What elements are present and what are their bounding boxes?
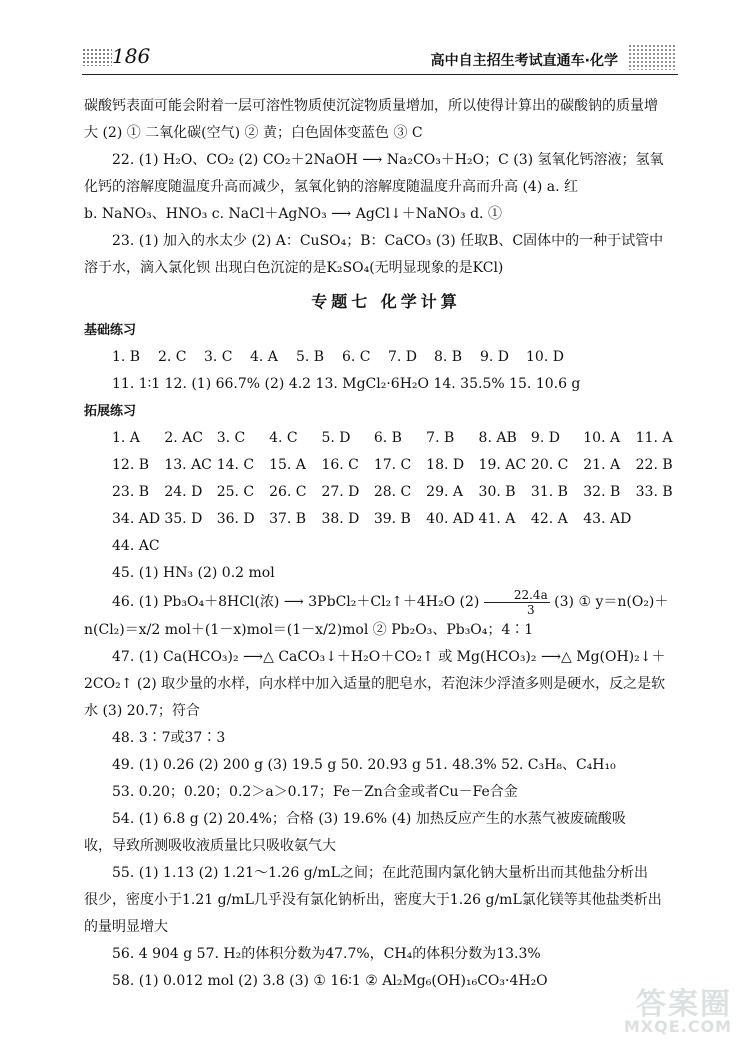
answer-item: 6. B [373,430,402,446]
answer-item: 8. AB [478,430,517,446]
fraction [484,588,550,617]
answer-item: 23. B [112,484,150,500]
text-line: 碳酸钙表面可能会附着一层可溶性物质使沉淀物质量增加，所以使得计算出的碳酸钠的质量增 [84,98,658,114]
book-title: 高中自主招生考试直通车·化学 [430,53,618,69]
answer-item: 7. D [388,349,418,365]
answer-item: 34. AD [112,511,161,527]
answer-item: 8. B [434,349,463,365]
answer-55-line2: 很少，密度小于1.21 g/mL几乎没有氯化钠析出，密度大于1.26 g/mL氯化镁等其他盐类析出 [84,892,662,908]
answer-22-line3: b. NaNO₃、HNO₃ c. NaCl＋AgNO₃ ⟶ AgCl↓＋NaNO₃ d. ① [84,206,502,222]
answer-item: 32. B [583,484,621,500]
basic-answer-row [84,344,572,371]
answer-item: 28. C [373,484,412,500]
page-number: 186 [112,44,151,68]
page-header [0,0,750,80]
answer-item: 19. AC [478,457,527,473]
extended-answer-grid [84,425,688,560]
answer-item: 4. A [250,349,278,365]
answer-item: 30. B [478,484,516,500]
answer-46-line1 [84,587,688,617]
answer-23-line1: 23. (1) 加入的水太少 (2) A：CuSO₄；B：CaCO₃ (3) 任取B、C固体中的一种于试管中 [112,233,664,249]
basic-practice-label: 基础练习 [84,323,137,338]
answer-item: 22. B [635,457,673,473]
answer-22-line2: 化钙的溶解度随温度升高而减少，氢氧化钠的溶解度随温度升高而升高 (4) a. 红 [84,179,578,195]
answer-item: 26. C [269,484,307,500]
answer-47-line2: 2CO₂↑ (2) 取少量的水样，向水样中加入适量的肥皂水，若泡沫少浮渣多则是硬水，反之是软 [84,676,666,692]
answer-23-line2: 溶于水，滴入氯化钡 出现白色沉淀的是K₂SO₄(无明显现象的是KCl) [84,260,504,276]
answer-item: 27. D [321,484,360,500]
answer-item: 9. D [480,349,510,365]
basic-answer-row-2: 11. 1∶1 12. (1) 66.7% (2) 4.2 13. MgCl₂·6H₂O 14. 35.5% 15. 10.6 g [112,376,581,392]
answer-47-line1: 47. (1) Ca(HCO₃)₂ ⟶△ CaCO₃↓＋H₂O＋CO₂↑ 或 Mg(HCO₃)₂ ⟶△ Mg(OH)₂↓＋ [112,649,666,665]
answer-item: 39. B [373,511,411,527]
answer-item: 1. A [112,430,140,446]
answer-55-line3: 的量明显增大 [84,919,168,935]
header-rule [82,74,678,75]
answer-item [636,506,688,533]
answer-item: 24. D [164,484,203,500]
answer-item: 2. AC [164,430,203,446]
fraction-denominator: 3 [526,602,535,617]
extended-practice-label: 拓展练习 [84,404,137,419]
answer-item: 29. A [426,484,463,500]
answer-item: 11. A [635,430,673,446]
answer-item: 31. B [530,484,568,500]
answer-item: 15. A [269,457,306,473]
answer-item: 4. C [269,430,298,446]
answer-item: 10. D [526,349,564,365]
answer-item: 3. C [204,349,233,365]
answer-item: 10. A [583,430,621,446]
answer-item: 5. B [296,349,325,365]
answer-item: 16. C [321,457,359,473]
answer-47-line3: 水 (3) 20.7；符合 [84,703,200,719]
answer-item: 7. B [426,430,455,446]
answer-54-line2: 收，导致所测吸收液质量比只吸收氨气大 [84,838,336,854]
answer-item: 14. C [216,457,255,473]
answer-item: 35. D [164,511,203,527]
answer-item: 25. C [216,484,255,500]
answer-item: 12. B [112,457,150,473]
answer-item: 40. AD [426,511,475,527]
answer-item: 38. D [321,511,360,527]
answer-item: 3. C [216,430,246,446]
answer-45: 45. (1) HN₃ (2) 0.2 mol [112,565,275,581]
answer-53: 53. 0.20；0.20；0.2＞a＞0.17；Fe－Zn合金或者Cu－Fe合金 [112,784,518,800]
answer-item: 42. A [530,511,568,527]
answer-item: 33. B [635,484,673,500]
answer-58: 58. (1) 0.012 mol (2) 3.8 (3) ① 16∶1 ② Al₂Mg₆(OH)₁₆CO₃·4H₂O [112,973,548,989]
answer-content [84,93,688,995]
answer-item: 9. D [530,430,560,446]
answer-item: 37. B [269,511,307,527]
answer-item: 36. D [216,511,255,527]
answer-item: 41. A [478,511,516,527]
answer-56-57: 56. 4 904 g 57. H₂的体积分数为47.7%，CH₄的体积分数为13.3% [112,946,541,962]
answer-49-52: 49. (1) 0.26 (2) 200 g (3) 19.5 g 50. 20.93 g 51. 48.3% 52. C₃H₈、C₄H₁₀ [112,757,616,773]
answer-46-text: 46. (1) Pb₃O₄＋8HCl(浓) ⟶ 3PbCl₂＋Cl₂↑＋4H₂O (2) [112,594,480,610]
answer-item: 5. D [321,430,351,446]
answer-item: 2. C [158,349,187,365]
answer-item: 17. C [373,457,412,473]
answer-item: 44. AC [112,538,160,554]
answer-item: 18. D [426,457,465,473]
answer-item: 6. C [342,349,371,365]
answer-54-line1: 54. (1) 6.8 g (2) 20.4%；合格 (3) 19.6% (4) 加热反应产生的水蒸气被废硫酸吸 [112,811,626,827]
answer-item: 1. B [112,349,141,365]
fraction-numerator: 22.4a [484,588,550,603]
answer-22-line1: 22. (1) H₂O、CO₂ (2) CO₂＋2NaOH ⟶ Na₂CO₃＋H₂O；C (3) 氢氧化钙溶液；氢氧 [112,152,664,168]
answer-55-line1: 55. (1) 1.13 (2) 1.21～1.26 g/mL之间；在此范围内氯化钠大量析出而其他盐分析出 [112,865,648,881]
header-dot-pattern-right [628,44,676,70]
answer-item: 43. AD [583,511,632,527]
answer-46-text-b: (3) ① y＝n(O₂)＋ [554,594,669,610]
watermark-url: MXQE.COM [623,1017,732,1036]
answer-item: 21. A [583,457,621,473]
header-dot-pattern-left [82,48,112,66]
section-title: 专题七 化学计算 [311,292,461,311]
answer-item: 20. C [530,457,569,473]
answer-48: 48. 3∶7或37∶3 [112,730,226,746]
watermark-logo-text: 答案圈 [636,987,732,1022]
answer-46-line2: n(Cl₂)＝x/2 mol＋(1－x)mol＝(1－x/2)mol ② Pb₂O₃、Pb₃O₄；4∶1 [84,622,534,638]
site-watermark [608,979,738,1043]
text-line: 大 (2) ① 二氧化碳(空气) ② 黄；白色固体变蓝色 ③ C [84,125,423,141]
answer-item: 13. AC [164,457,212,473]
